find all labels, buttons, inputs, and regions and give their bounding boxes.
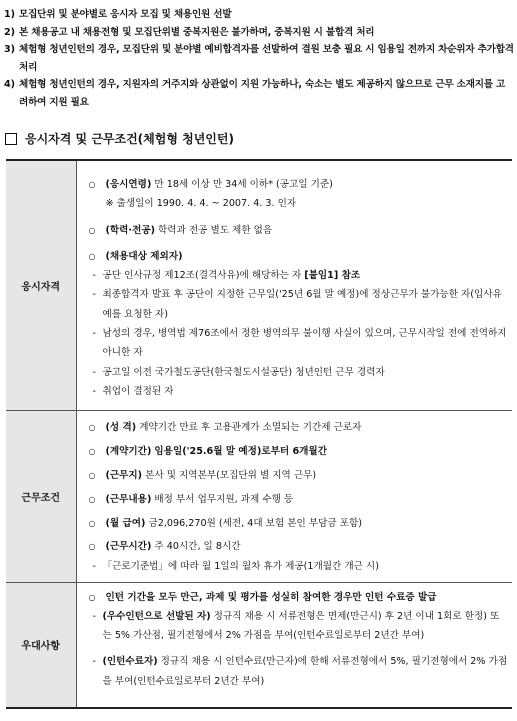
exclusion-item: - 남성의 경우, 병역법 제76조에서 정한 병역의무 불이행 사실이 있으며, 근무시작일 전에 전역하지 아니한 자: [89, 324, 509, 363]
item-label: (응시연령): [105, 179, 152, 190]
note-number: 4): [4, 79, 16, 90]
circle-bullet-icon: ○: [88, 592, 96, 602]
note-number: 3): [4, 44, 16, 55]
exclusion-text: 최종합격자 발표 후 공단이 지정한 근무일('25년 6월 말 예정)에 정상근무가 불가능한 자(입사유예를 요청한 자): [102, 289, 502, 320]
item-text: 본사 및 지역본부(모집단위 별 지역 근무): [142, 469, 317, 481]
item-label: (월 급여): [105, 517, 146, 529]
row-content: [76, 160, 512, 410]
item-label: (근무내용): [105, 493, 152, 505]
list-item: [89, 512, 509, 536]
note-text: 모집단위 및 분야별로 응시자 모집 및 채용인원 선발: [19, 9, 232, 20]
item-text: 만 18세 이상 만 34세 이하* (공고일 기준): [151, 179, 333, 190]
table-row: [6, 410, 512, 582]
list-item: [89, 536, 509, 558]
item-bold-text: 임용일('25.6월 말 예정)로부터 6개월간: [154, 445, 327, 457]
item-text: 학력과 전공 별도 제한 없음: [154, 224, 273, 236]
circle-bullet-icon: ○: [88, 251, 96, 261]
item-text: 금2,096,270원 (세전, 4대 보험 본인 부담금 포함): [145, 517, 362, 529]
exclusion-text: 남성의 경우, 병역법 제76조에서 정한 병역의무 불이행 사실이 있으며, 근무시작일 전에 전역하지 아니한 자: [102, 328, 507, 359]
item-text: 정규직 채용 시 인턴수료(만근자)에 한해 서류전형에서 5%, 필기전형에서 2% 가점을 부여(인턴수료일로부터 2년간 부여): [102, 656, 508, 687]
note-item: [4, 76, 514, 111]
item-label: (계약기간): [105, 445, 152, 457]
exclusion-item: - 공고일 이전 국가철도공단(한국철도시설공단) 청년인턴 근무 경력자: [89, 363, 509, 382]
item-label: (우수인턴으로 선발된 자): [102, 610, 211, 622]
item-text: 계약기간 만료 후 고용관계가 소멸되는 기간제 근로자: [136, 421, 362, 433]
list-item: [89, 416, 509, 440]
sub-note: - 「근로기준법」에 따라 월 1일의 월차 휴가 제공(1개월간 개근 시): [89, 558, 509, 576]
circle-bullet-icon: ○: [88, 225, 96, 235]
exclusion-bold: [붙임1] 참조: [304, 270, 361, 282]
item-label: (인턴수료자): [102, 656, 158, 668]
circle-bullet-icon: ○: [88, 541, 96, 551]
list-item: [89, 221, 509, 240]
note-item: [4, 6, 514, 24]
item-text: 배정 부서 업무지원, 과제 수행 등: [151, 493, 294, 505]
conditions-table: [6, 159, 512, 709]
note-item: [4, 41, 514, 76]
row-label: 근무조건: [6, 410, 76, 582]
circle-bullet-icon: ○: [88, 180, 96, 189]
list-item: [89, 247, 509, 266]
item-label: (근무지): [105, 469, 143, 481]
item-text: 정규직 채용 시 서류전형은 면제(만근시) 후 2년 이내 1회로 한정) 또는 5% 가산점, 필기전형에서 2% 가점을 부여(인턴수료일로부터 2년간 부여): [102, 610, 500, 642]
item-label: (근무시간): [105, 540, 152, 552]
exclusion-text: 공고일 이전 국가철도공단(한국철도시설공단) 청년인턴 근무 경력자: [102, 366, 385, 378]
row-content: [76, 410, 512, 582]
section-title: 응시자격 및 근무조건(체험형 청년인턴): [25, 132, 234, 146]
table-row: [6, 582, 512, 708]
item-text: 주 40시간, 일 8시간: [151, 540, 241, 552]
circle-bullet-icon: ○: [88, 422, 96, 432]
item-label: (채용대상 제외자): [105, 250, 183, 262]
preference-item: - (인턴수료자) 정규직 채용 시 인턴수료(만근자)에 한해 서류전형에서 5%, 필기전형에서 2% 가점을 부여(인턴수료일로부터 2년간 부여): [92, 656, 508, 687]
note-number: 2): [4, 26, 16, 38]
item-label: (성 격): [105, 421, 137, 433]
square-bullet-icon: [5, 133, 17, 145]
exclusion-item: - 최종합격자 발표 후 공단이 지정한 근무일('25년 6월 말 예정)에 정상근무가 불가능한 자(입사유예를 요청한 자): [89, 285, 509, 324]
circle-bullet-icon: ○: [88, 518, 96, 528]
note-text: ※ 출생일이 1990. 4. 4. ~ 2007. 4. 3. 인자: [105, 198, 297, 210]
row-label: 우대사항: [6, 582, 76, 708]
notes-list: [4, 6, 514, 111]
circle-bullet-icon: ○: [88, 446, 96, 456]
sub-note-text: 「근로기준법」에 따라 월 1일의 월차 휴가 제공(1개월간 개근 시): [102, 560, 379, 572]
exclusion-item: - 취업이 결정된 자: [89, 382, 509, 401]
list-item: [89, 440, 509, 464]
circle-bullet-icon: ○: [88, 494, 96, 504]
list-item: [89, 588, 509, 607]
list-item: [89, 464, 509, 488]
note-text: 본 채용공고 내 채용전형 및 모집단위별 중복지원은 불가하며, 중복지원 시 불합격 처리: [19, 26, 375, 38]
list-item: [89, 175, 509, 194]
section-heading: [5, 130, 234, 147]
note-text: 체험형 청년인턴의 경우, 모집단위 및 분야별 예비합격자를 선발하여 결원 보충 필요 시 임용일 전까지 차순위자 추가합격 처리: [19, 44, 514, 73]
preference-item: - (우수인턴으로 선발된 자) 정규직 채용 시 서류전형은 면제(만근시) 후 2년 이내 1회로 한정) 또는 5% 가산점, 필기전형에서 2% 가점을 부여(인턴수료일로부터 2년간 부여): [92, 610, 500, 642]
item-headline: 인턴 기간을 모두 만근, 과제 및 평가를 성실히 참여한 경우만 인턴 수료증 발급: [105, 591, 437, 603]
item-label: (학력·전공): [105, 224, 155, 236]
circle-bullet-icon: ○: [88, 470, 96, 480]
exclusion-text: 취업이 결정된 자: [102, 385, 174, 397]
exclusion-text: 공단 인사규정 제12조(결격사유)에 해당하는 자: [102, 270, 305, 282]
list-item: [89, 488, 509, 512]
row-label: 응시자격: [6, 160, 76, 410]
table-row: [6, 160, 512, 410]
exclusion-item: - 공단 인사규정 제12조(결격사유)에 해당하는 자 [붙임1] 참조: [92, 270, 361, 282]
row-content: [76, 582, 512, 708]
note-text: 체험형 청년인턴의 경우, 지원자의 거주지와 상관없이 지원 가능하나, 숙소는 별도 제공하지 않으므로 근무 소재지를 고려하여 지원 필요: [19, 79, 506, 108]
note-item: [4, 24, 514, 42]
note-number: 1): [4, 9, 16, 20]
